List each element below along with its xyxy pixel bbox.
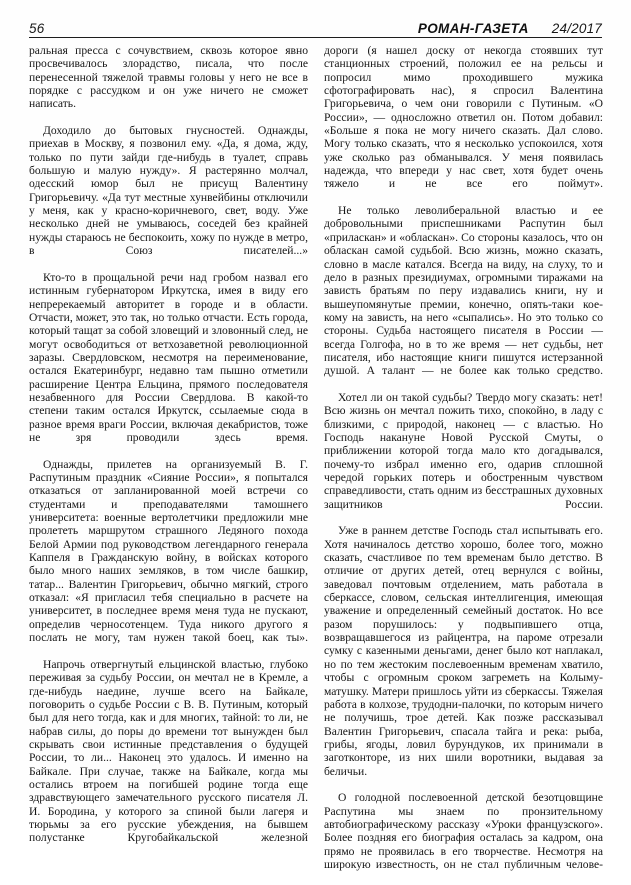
paragraph: дороги (я нашел доску от некогда стоявших тут станционных строений, положил ее на рельсы и попросил мимо проходившего мужика сфотографировать нас), я спросил Валентина Григорьевича, о чем они говорили с Путиным. «О России», — односложно ответил он. Потом добавил: «Больше я пока не могу ничего сказать. Дал слово. Могу только сказать, что я несколько успокоился, хотя уже сколько раз обманывался. У меня появилась надежда, что впереди у нас свет, хотя будет очень тяжело и не все его поймут». bbox=[324, 44, 603, 191]
column-right bbox=[324, 44, 603, 871]
page-number: 56 bbox=[29, 20, 45, 36]
issue-number: 24/2017 bbox=[551, 20, 602, 36]
paragraph: Напрочь отвергнутый ельцинской властью, глубоко переживая за судьбу России, он мечтал не в Кремле, а где-нибудь наедине, лучше всего на Байкале, поговорить о судьбе России с В. В. Путиным, который был для него тогда, как и для многих, тайной: то ли, не набрав силы, до поры до времени тот вынужден был скрывать свои истинные представления о будущей России, то ли... Наконец это удалось. И именно на Байкале. При случае, также на Байкале, когда мы остались втроем на погибшей родине тогда еще здравствующего замечательного русского писателя Л. И. Бородина, у которого за спиной были лагеря и тюрьмы за его русские убеждения, на бывшем полустанке Кругобайкальской железной bbox=[29, 657, 308, 845]
header-right-group bbox=[418, 22, 602, 36]
paragraph: Однажды, прилетев на организуемый В. Г. Распутиным праздник «Сияние России», я попытался отказаться от запланированной моей встречи со студентами и преподавателями тамошнего университета: военные вертолетчики предложили мне пролететь маршрутом страшного Ледяного похода Белой Армии под руководством легендарного генерала Каппеля в Гражданскую войну, в войсках которого было много наших земляков, в том числе башкир, татар... Валентин Григорьевич, обычно мягкий, строго отказал: «Я пригласил тебя специально в расчете на университет, в последнее время меня туда не пускают, определив черносотенцем. Туда никого другого я послать не могу, там нужен такой боец, как ты». bbox=[29, 457, 308, 645]
paragraph: Доходило до бытовых гнусностей. Однажды, приехав в Москву, я позвонил ему. «Да, я дома, жду, только по пути зайди где-нибудь в туалет, справь большую и малую нужду». Я растерянно молчал, одесский юмор был не присущ Валентину Григорьевичу. «Да тут местные хунвейбины отключили у меня, как у красно-коричневого, свет, воду. Уже несколько дней не умываюсь, соседей без крайней нужды стараюсь не беспокоить, хожу по нужде в метро, в Союз писателей...» bbox=[29, 124, 308, 258]
paragraph: ральная пресса с сочувствием, сквозь которое явно просвечивалось злорадство, писала, что после перенесенной тяжелой травмы головы у него не все в порядке с рассудком и он уже ничего не сможет написать. bbox=[29, 44, 308, 111]
paragraph: Не только леволиберальной властью и ее добровольными приспешниками Распутин был «приласкан» и «обласкан». Со стороны казалось, что он обласкан самой судьбой. Всю жизнь, можно сказать, словно в масле катался. Всегда на виду, на слуху, то и дело в разных президиумах, огромными тиражами на зависть братьям по перу издавались книги, ну и вышеупомянутые премии, конечно, опять-таки кое-кому на зависть, на него «сыпались». Но это только со стороны. Судьба настоящего писателя в России — всегда Голгофа, но в то же время — нет судьбы, нет писателя, ибо настоящие книги пишутся истерзанной душой. А талант — не более как только средство. bbox=[324, 204, 603, 378]
body-columns bbox=[29, 44, 603, 871]
paragraph: Кто-то в прощальной речи над гробом назвал его истинным губернатором Иркутска, имея в виду его непререкаемый авторитет в городе и в области. Отчасти, может, это так, но только отчасти. Есть города, который тащат за собой зловещий и зловонный след, не могут освободиться от ветхозаветной революционной заразы. Свердловском, несмотря на переименование, остался Екатеринбург, недавно там пышно отметили расширение Центра Ельцина, прямого последователя незабвенного для России Свердлова. В какой-то степени таким остался Иркутск, ссылаемые сюда в разное время враги России, включая декабристов, тоже не зря проводили здесь время. bbox=[29, 270, 308, 444]
paragraph: О голодной послевоенной детской безотцовщине Распутина мы знаем по пронзительному автобиографическому рассказу «Уроки французского». Более поздняя его биография осталась за кадром, она прямо не проявилась в его творчестве. Несмотря на широкую известность, он не стал публичным челове- bbox=[324, 791, 603, 871]
paragraph: Уже в раннем детстве Господь стал испытывать его. Хотя начиналось детство хорошо, более того, можно сказать, счастливое по тем временам было детство. В отличие от других детей, отец вернулся с войны, заведовал почтовым отделением, мать работала в сберкассе, словом, сельская интеллигенция, имеющая уважение и определенный семейный достаток. Но все разом порушилось: у подвыпившего отца, возвращавшегося из райцентра, на пароме отрезали сумку с казенными деньгами, денег было кот наплакал, но по тем жестоким послевоенным временам хватило, чтобы с огромным сроком загреметь на Колыму-матушку. Матери пришлось уйти из сберкассы. Тяжелая работа в колхозе, трудодни-палочки, по которым ничего не получишь, трое детей. Как позже рассказывал Валентин Григорьевич, спасала тайга и река: рыба, грибы, ягоды, ловил бурундуков, их принимали в заготконторе, из них шили воротники, выдавая за беличьи. bbox=[324, 524, 603, 778]
publication-title: РОМАН-ГАЗЕТА bbox=[417, 20, 529, 36]
paragraph: Хотел ли он такой судьбы? Твердо могу сказать: нет! Всю жизнь он мечтал пожить тихо, спокойно, в ладу с близкими, с природой, наконец — с властью. Но Господь накануне Новой Русской Смуты, о приближении которой тогда мало кто догадывался, почему-то избрал именно его, одарив сплошной чередой горьких потерь и обостренным чувством справедливости, стать одним из бесстрашных духовных защитников России. bbox=[324, 390, 603, 511]
column-left bbox=[29, 44, 308, 845]
page-header bbox=[29, 18, 602, 38]
